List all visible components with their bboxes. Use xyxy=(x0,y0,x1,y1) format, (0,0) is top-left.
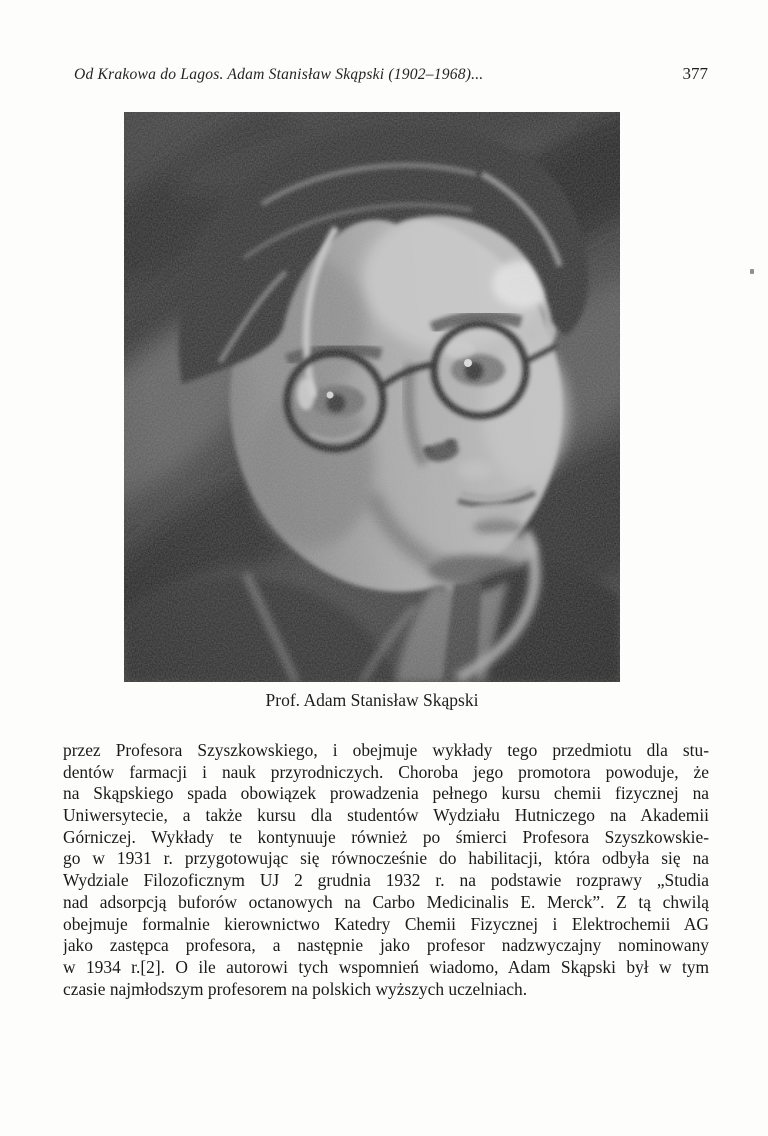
paragraph-line: Uniwersytecie, a także kursu dla studentów Wydziału Hutniczego na Akademii xyxy=(63,805,709,826)
running-header xyxy=(74,64,708,84)
photo-caption: Prof. Adam Stanisław Skąpski xyxy=(265,690,479,710)
portrait-photo-image xyxy=(124,112,620,682)
scan-artifact-speck xyxy=(750,269,754,274)
portrait-photo xyxy=(124,112,620,682)
paragraph-line: go w 1931 r. przygotowując się równocześnie do habilitacji, która odbyła się na xyxy=(63,848,709,869)
body-paragraph xyxy=(63,740,709,1000)
paragraph-line: nad adsorpcją buforów octanowych na Carbo Medicinalis E. Merck”. Z tą chwilą xyxy=(63,891,709,912)
paragraph-line: w 1934 r.[2]. O ile autorowi tych wspomnień wiadomo, Adam Skąpski był w tym xyxy=(63,956,709,977)
portrait-figure xyxy=(124,112,620,682)
paragraph-line: na Skąpskiego spada obowiązek prowadzenia pełnego kursu chemii fizycznej na xyxy=(63,783,709,804)
paragraph-line: obejmuje formalnie kierownictwo Katedry Chemii Fizycznej i Elektrochemii AG xyxy=(63,913,709,934)
paragraph-line: Wydziale Filozoficznym UJ 2 grudnia 1932 r. na podstawie rozprawy „Studia xyxy=(63,870,709,891)
paragraph-line: jako zastępca profesora, a następnie jako profesor nadzwyczajny nominowany xyxy=(63,935,709,956)
running-header-title: Od Krakowa do Lagos. Adam Stanisław Skąpski (1902–1968)... xyxy=(74,66,484,83)
page-number: 377 xyxy=(682,64,708,83)
paragraph-line: dentów farmacji i nauk przyrodniczych. Choroba jego promotora powoduje, że xyxy=(63,761,709,782)
paragraph-line: przez Profesora Szyszkowskiego, i obejmuje wykłady tego przedmiotu dla stu- xyxy=(63,740,709,760)
paragraph-line: czasie najmłodszym profesorem na polskich wyższych uczelniach. xyxy=(63,978,528,999)
paragraph-line: Górniczej. Wykłady te kontynuuje również po śmierci Profesora Szyszkowskie- xyxy=(63,826,709,847)
